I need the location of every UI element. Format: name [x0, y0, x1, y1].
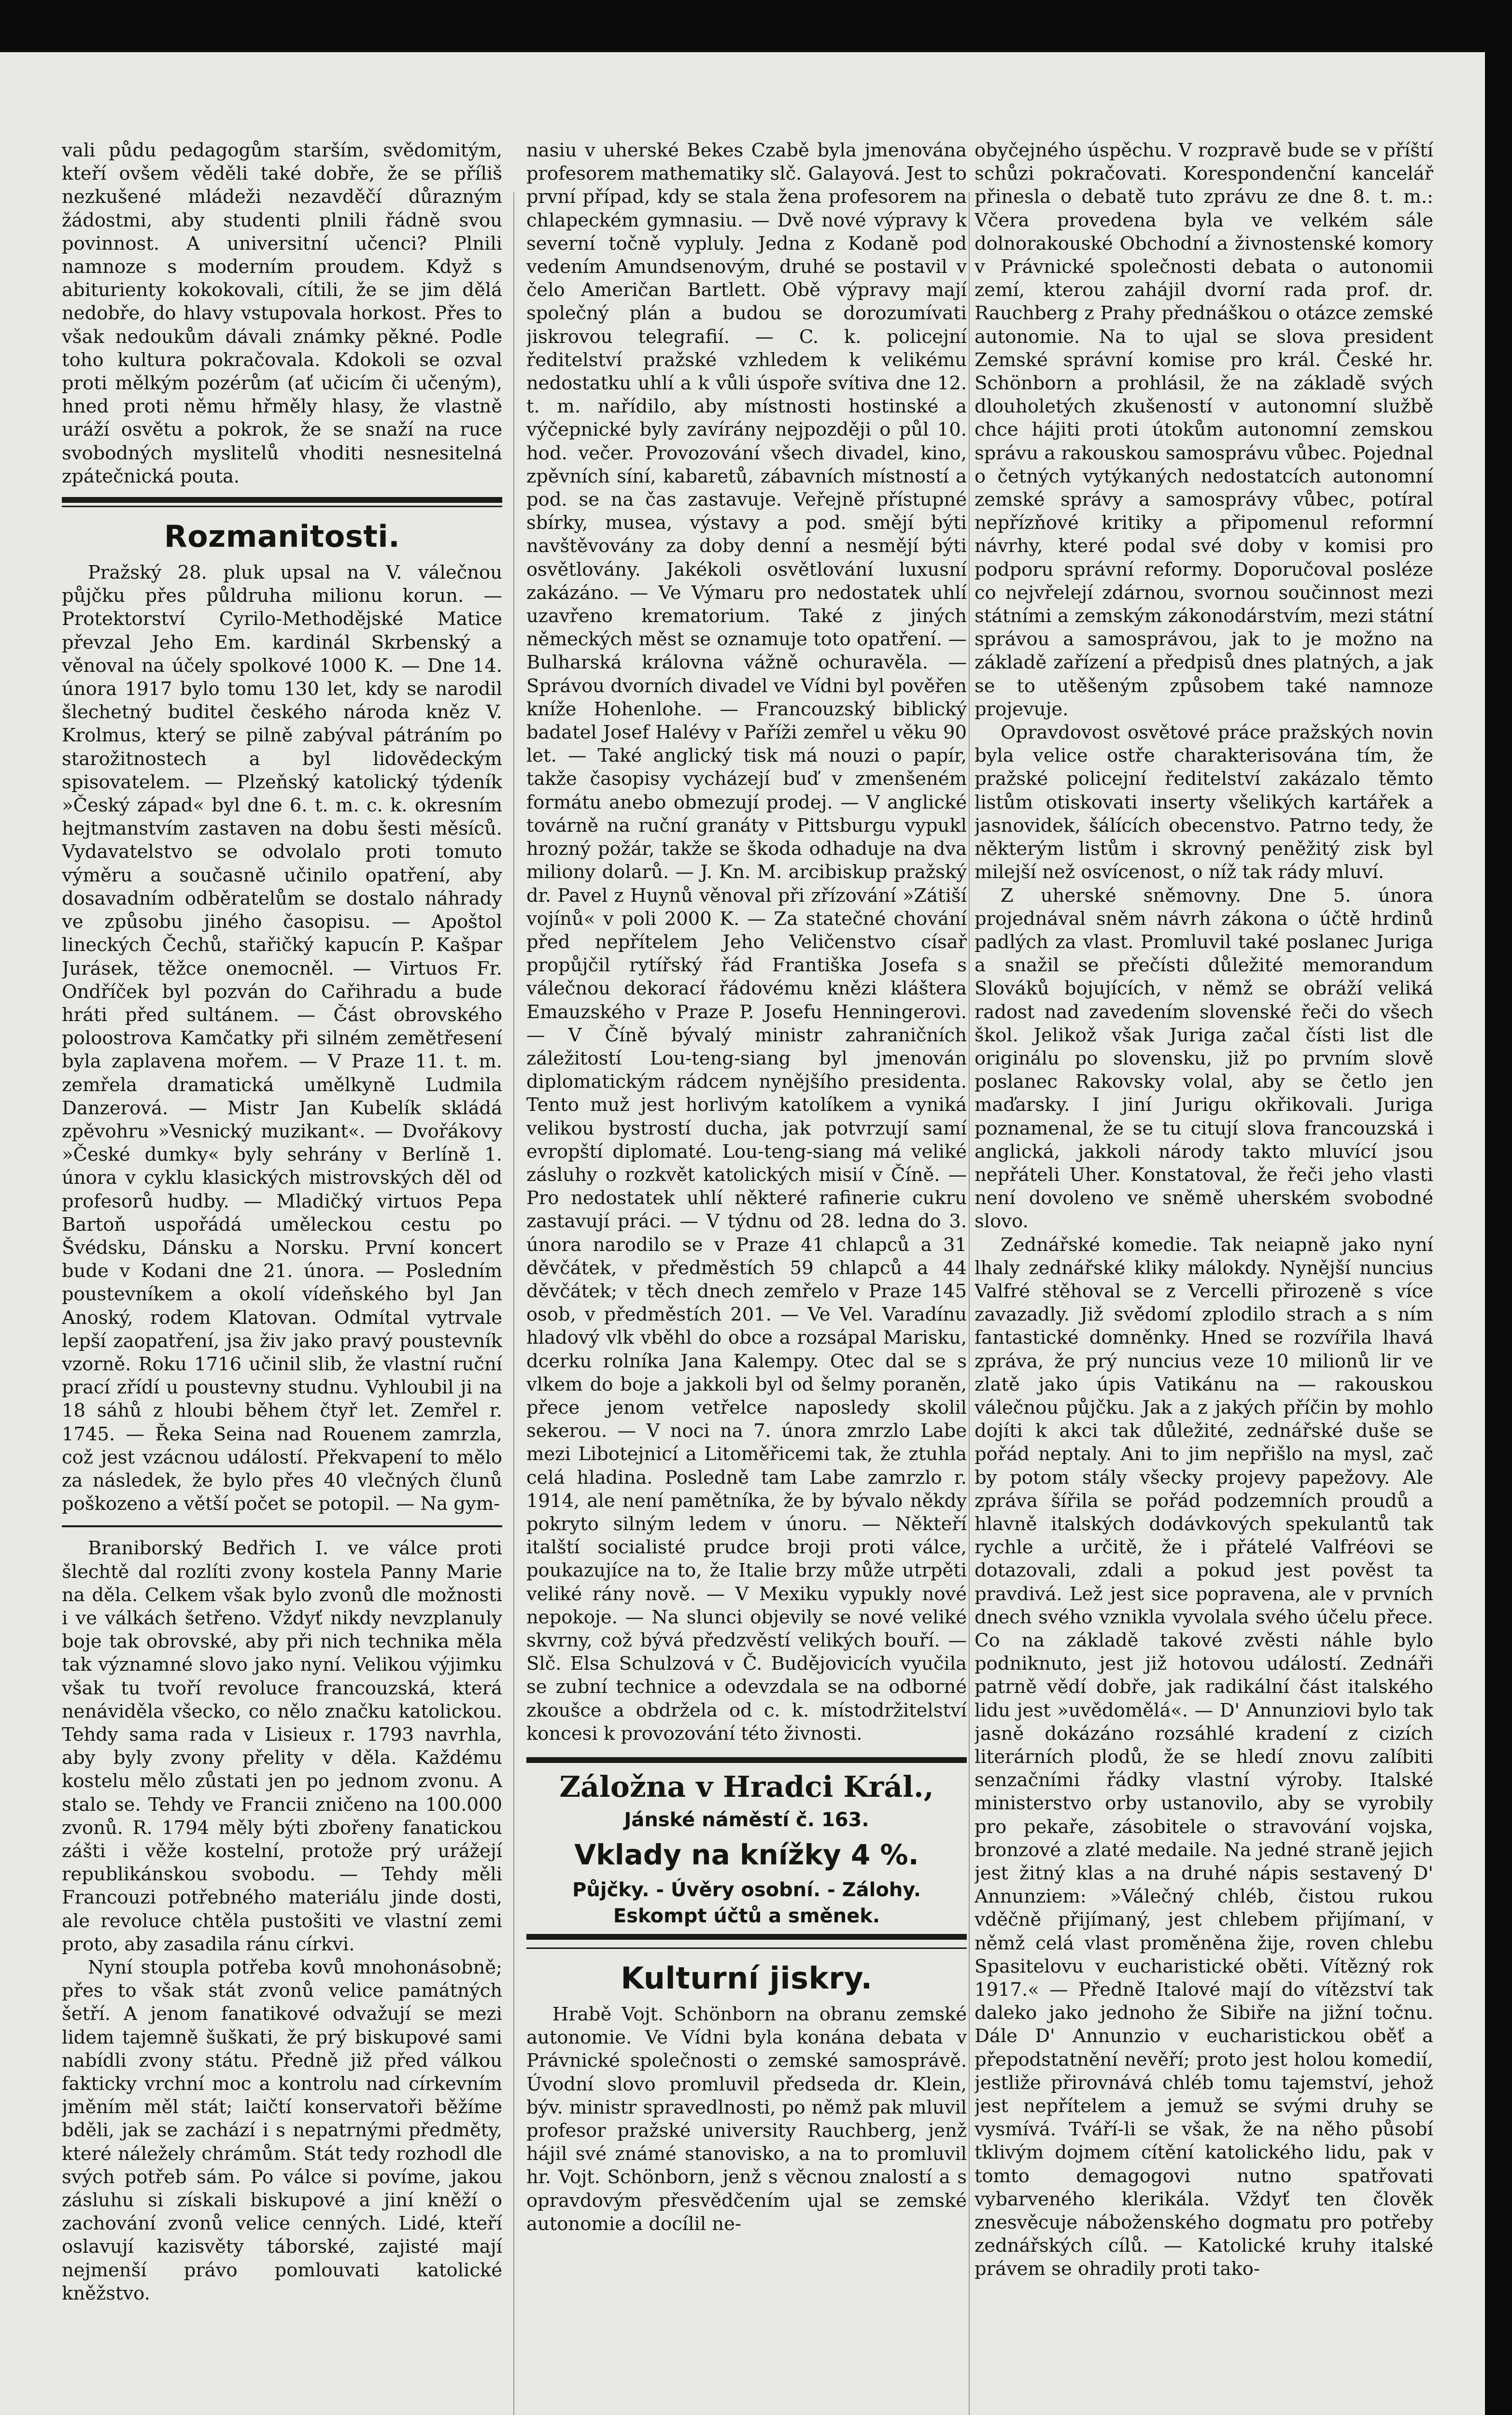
column-3: [975, 139, 1433, 2415]
newspaper-page: [0, 52, 1485, 2415]
ad-headline: Vklady na knížky 4 %.: [574, 1838, 919, 1872]
bank-advertisement: [526, 1757, 967, 1940]
column-2: [526, 139, 967, 2415]
ad-services-2: Eskompt účtů a směnek.: [613, 1905, 880, 1928]
column-rule: [969, 192, 970, 2415]
ad-bank-name: Záložna v Hradci Král.,: [559, 1770, 934, 1804]
section-title-rozmanitosti: Rozmanitosti.: [164, 519, 400, 554]
news-paragraph: nasiu v uherské Bekes Czabě byla jmenována profesorem mathematiky slč. Galayová. Jest to první případ, kdy se stala žena profesorem na chlapeckém gymnasiu. — Dvě nové výpravy k severní točně vypluly. Jedna z Kodaně pod vedením Amundsenovým, druhé se postavil v čelo Američan Bartlett. Obě výpravy mají společný plán a budou se dorozumívati jiskrovou telegrafií. — C. k. policejní ředitelství pražské vzhledem k velikému nedostatku uhlí a k vůli úspoře svítiva dne 12. t. m. nařídilo, aby místnosti hostinské a výčepnické byly zavírány nejpozději o půl 10. hod. večer. Provozování všech divadel, kino, zpěvních síní, kabaretů, zábavních místností a pod. se na čas zastavuje. Veřejně přístupné sbírky, musea, výstavy a pod. smějí býti navštěvovány za doby denní a nesmějí býti osvětlovány. Jakékoli osvětlování luxusní zakázáno. — Ve Výmaru pro nedostatek uhlí uzavřeno krematorium. Také z jiných německých měst se oznamuje toto opatření. — Bulharská královna vážně ochuravěla. — Správou dvorních divadel ve Vídni byl pověřen kníže Hohenlohe. — Francouzský biblický badatel Josef Halévy v Paříži zemřel u věku 90 let. — Také anglický tisk má nouzi o papír, takže časopisy vycházejí buď v zmenšeném formátu anebo obmezují prodej. — V anglické továrně na ruční granáty v Pittsburgu vypukl hrozný požár, takže se škoda odhaduje na dva miliony dolarů. — J. Kn. M. arcibiskup pražský dr. Pavel z Huynů věnoval při zřízování »Zátiší vojínů« v poli 2000 K. — Za statečné chování před nepřítelem Jeho Veličenstvo císař propůjčil rytířský řád Františka Josefa s válečnou dekorací řádovému knězi kláštera Emauzského v Praze P. Josefu Henningerovi. — V Číně bývalý ministr zahraničních záležitostí Lou-teng-siang byl jmenován diplomatickým rádcem nynějšího presidenta. Tento muž jest horlivým katolíkem a vyniká velikou bystrostí ducha, jak potvrzují samí evropští diplomaté. Lou-teng-siang má veliké zásluhy o rozkvět katolických misií v Číně. — Pro nedostatek uhlí některé rafinerie cukru zastavují práci. — V týdnu od 28. ledna do 3. února narodilo se v Praze 41 chlapců a 31 děvčátek, v předměstích 59 chlapců a 44 děvčátek; v těch dnech zemřelo v Praze 145 osob, v předměstích 201. — Ve Vel. Varadínu hladový vlk vběhl do obce a rozsápal Marisku, dcerku rolníka Jana Kalempy. Otec dal se s vlkem do boje a jakkoli byl od šelmy poraněn, přece jenom vetřelce naposledy skolil sekerou. — V noci na 7. února zmrzlo Labe mezi Libotejnicí a Litoměřicemi tak, že ztuhla celá hladina. Posledně tam Labe zamrzlo r. 1914, ale není pamětníka, že by bývalo někdy pokryto silným ledem v únoru. — Někteří italští socialisté prudce broji proti válce, poukazujíce na to, že Italie brzy může utrpěti veliké rány nově. — V Mexiku vypukly nové nepokoje. — Na slunci objevily se nové veliké skvrny, což bývá předzvěstí velikých bouří. — Slč. Elsa Schulzová v Č. Budějovicích vyučila se zubní technice a odevzdala se na odborné zkoušce a obdržela od c. k. místodržitelství koncesi k provozování této živnosti.: [526, 140, 967, 1745]
article-paragraph: Braniborský Bedřich I. ve válce proti šlechtě dal rozlíti zvony kostela Panny Marie na děla. Celkem však bylo zvonů dle možnosti i ve válkách šetřeno. Vždyť nikdy nevzplanuly boje tak obrovské, aby při nich technika měla tak významné slovo jako nyní. Velikou výjimku však tu tvoří revoluce francouzská, která nenáviděla všecko, co nělo značku katolickou. Tehdy sama rada v Lisieux r. 1793 navrhla, aby byly zvony přelity v děla. Každému kostelu mělo zůstati jen po jednom zvonu. A stalo se. Tehdy ve Francii zničeno na 100.000 zvonů. R. 1794 měly býti zbořeny fanatickou zášti i věže kostelní, protože prý urážejí republikánskou svobodu. — Tehdy měli Francouzi potřebného materiálu jinde dosti, ale revoluce chtěla pustošiti ve vlastní zemi proto, aby zasadila ránu církvi.: [62, 1537, 502, 1955]
news-paragraph: Pražský 28. pluk upsal na V. válečnou půjčku přes půldruha milionu korun. — Protektorství Cyrilo-Methodějské Matice převzal Jeho Em. kardinál Skrbenský a věnoval na účely spolkové 1000 K. — Dne 14. února 1917 bylo tomu 130 let, kdy se narodil šlechetný buditel českého národa kněz V. Krolmus, který se pilně zabýval pátráním po starožitnostech a byl lidovědeckým spisovatelem. — Plzeňský katolický týdeník »Český západ« byl dne 6. t. m. c. k. okresním hejtmanstvím zastaven na dobu šesti měsíců. Vydavatelstvo se odvolalo proti tomuto výměru a současně učinilo opatření, aby dosavadním odběratelům se dostalo náhrady ve způsobu jiného časopisu. — Apoštol lineckých Čechů, stařičký kapucín P. Kašpar Jurásek, těžce onemocněl. — Virtuos Fr. Ondříček byl pozván do Cařihradu a bude hráti před sultánem. — Část obrovského poloostrova Kamčatky při silném zemětřesení byla zaplavena mořem. — V Praze 11. t. m. zemřela dramatická umělkyně Ludmila Danzerová. — Mistr Jan Kubelík skládá zpěvohru »Vesnický muzikant«. — Dvořákovy »České dumky« byly sehrány v Berlíně 1. února v cyklu klasických mistrovských děl od profesorů hudby. — Mladičký virtuos Pepa Bartoň uspořádá uměleckou cestu po Švédsku, Dánsku a Norsku. První koncert bude v Kodani dne 21. února. — Posledním poustevníkem a okolí vídeňského byl Jan Anoský, rodem Klatovan. Odmítal vytrvale lepší zaopatření, jsa živ jako pravý poustevník vzorně. Roku 1716 učinil slib, že vlastní ruční prací zřídí u poustevny studnu. Vyhloubil ji na 18 sáhů z hloubi během čtyř let. Zemřel r. 1745. — Řeka Seina nad Rouenem zamrzla, což jest vzácnou událostí. Překvapení to mělo za následek, že bylo přes 40 vlečných člunů poškozeno a větší počet se potopil. — Na gym-: [62, 562, 502, 1515]
section-separator: [62, 497, 502, 503]
column-rule: [513, 192, 514, 2415]
article-paragraph: Z uherské sněmovny. Dne 5. února projednával sněm návrh zákona o účtě hrdinů padlých za vlast. Promluvil také poslanec Juriga a snažil se přečísti důležité memorandum Slováků bojujících, v němž se obráží veliká radost nad zavedením slovenské řeči do všech škol. Jelikož však Juriga začal čísti list dle originálu po slovensku, již po prvním slově poslanec Rakovsky volal, aby se četlo jen maďarsky. I jiní Jurigu okřikovali. Juriga poznamenal, že se tu citují slova francouzská i anglická, jakkoli národy takto mluvící jsou nepřáteli Uher. Konstatoval, že řeči jeho vlasti není dovoleno ve sněmě uherském svobodné slovo.: [975, 884, 1433, 1233]
article-paragraph: Zednářské komedie. Tak neiapně jako nyní lhaly zednářské kliky málokdy. Nynější nuncius Valfré stěhoval se z Vercelli přirozeně s více zavazadly. Již svědomí zplodilo strach a s ním fantastické domněnky. Hned se rozvířila lhavá zpráva, že prý nuncius veze 10 milionů lir ve zlatě jako úpis Vatikánu na — rakouskou válečnou půjčku. Jak a z jakých příčin by mohlo dojíti k akci tak důležité, zednářské duše se pořád neptaly. Ani to jim nepřišlo na mysl, zač by potom stály všecky projevy papežovy. Ale zpráva šířila se pořád podzemních proudů a hlavně italských dodávkových spekulantů tak rychle a určitě, že i přátelé Valfréovi se dotazovali, zdali a pokud jest pověst ta pravdivá. Lež jest sice popravena, ale v prvních dnech svého vznikla vyvolala svého účelu přece. Co na základě takové zvěsti náhle bylo podniknuto, jest již hotovou událostí. Zednáři patrně vědí dobře, jak radikální část italského lidu jest »uvědomělá«. — D' Annunziovi bylo tak jasně dokázáno rozsáhlé kradení z cizích literárních plodů, že se hledí znovu zalíbiti senzačními řádky vlastní výroby. Italské ministerstvo orby ustanovilo, aby se vyrobily pro pekaře, zásobitele o stravování vojska, bronzové a zlaté medaile. Na jedné straně jejich jest žitný klas a na druhé nápis sestavený D' Annunziem: »Válečný chléb, čistou rukou vděčně přijímaný, jest chlebem přijímaní, v němž celá vlast proměněna žije, roven chlebu Spasitelovu v eucharistické oběti. Vítězný rok 1917.« — Předně Italové mají do vítězství tak daleko jako jednoho že Sibiře na jižní točnu. Dále D' Annunzio v eucharistickou oběť a přepodstatnění nevěří; proto jest holou komedií, jestliže přirovnává chléb tomu tajemství, jehož jest nepřítelem a jemuž se svými druhy se vysmívá. Tváří-li se však, že na něho působí tklivým dojmem cítění katolického lidu, pak v tomto demagogovi nutno spatřovati vybarveného klerikála. Vždyť ten člověk znesvěcuje náboženského dogmatu pro potřeby zednářských cílů. — Katolické kruhy italské právem se ohradily proti tako-: [975, 1234, 1433, 2280]
column-1: [62, 139, 502, 2415]
article-paragraph: Nyní stoupla potřeba kovů mnohonásobně; přes to však stát zvonů velice památných šetří. A jenom fanatikové odvažují se mezi lidem tajemně šuškati, že prý biskupové sami nabídli zvony státu. Předně již před válkou fakticky vrchní moc a kontrolu nad církevním jměním měl stát; laičtí konservatoři běžíme bděli, jak se zachází i s nepatrnými předměty, které náležely chrámům. Stát tedy rozhodl dle svých potřeb sám. Po válce si povíme, jakou zásluhu si získali biskupové a jiní kněží o zachování zvonů velice cenných. Lidé, kteří oslavují kazisvěty táborské, zajisté mají nejmenší právo pomlouvati katolické kněžstvo.: [62, 1957, 502, 2304]
article-continuation: vali půdu pedagogům starším, svědomitým, kteří ovšem věděli také dobře, že se příliš nezkušené mládeži nezavděčí důrazným žádostmi, aby studenti plnili řádně svou povinnost. A universitní učenci? Plnili namnoze s moderním proudem. Když s abiturienty kokokovali, cítili, že se jim dělá nedobře, do hlavy vstupovala horkost. Přes to však nedoukům dávali známky pěkné. Podle toho kultura pokračovala. Kdokoli se ozval proti mělkým pozérům (ať učicím či učeným), hned proti němu hřměly hlasy, že vlastně uráží osvětu a pokrok, že se snaží na ruce svobodných myslitelů vhoditi nesnesitelná zpátečnická pouta.: [62, 140, 502, 487]
article-paragraph: Hrabě Vojt. Schönborn na obranu zemské autonomie. Ve Vídni byla konána debata v Právnické společnosti o zemské samosprávě. Úvodní slovo promluvil předseda dr. Klein, býv. ministr spravedlnosti, po němž pak mluvil profesor pražské university Rauchberg, jenž hájil své známé stanovisko, a na to promluvil hr. Vojt. Schönborn, jenž s věcnou znalostí a s opravdovým přesvědčením ujal se zemské autonomie a docílil ne-: [526, 2003, 967, 2235]
ad-address: Jánské náměstí č. 163.: [624, 1809, 869, 1832]
article-continuation: obyčejného úspěchu. V rozpravě bude se v příští schůzi pokračovati. Korespondenční kancelář přinesla o debatě tuto zprávu ze dne 8. t. m.: Včera provedena byla ve velkém sále dolnorakouské Obchodní a živnostenské komory v Právnické společnosti debata o autonomii zemí, kterou zahájil dvorní rada prof. dr. Rauchberg z Prahy přednáškou o otázce zemské autonomie. Na to ujal se slova president Zemské správní komise pro král. České hr. Schönborn a prohlásil, že na základě svých dlouholetých zkušeností v autonomní službě chce hájiti proti útokům autonomní zemskou správu a rakouskou samosprávu vůbec. Pojednal o četných vytýkaných nedostatcích autonomní zemské správy a samosprávy vůbec, potíral nepřízňové kritiky a připomenul reformní návrhy, které podal své doby v komisi pro podporu správní reformy. Doporučoval posléze co nejvřelejí zdárnou, svornou součinnost mezi státními a zemským zákonodárstvím, mezi státní správou a samosprávou, jak to je možno na základě zařízení a předpisů dnes platných, a jak se to utěšeným způsobem také namnoze projevuje.: [975, 140, 1433, 720]
ad-services-1: Půjčky. - Úvěry osobní. - Zálohy.: [572, 1879, 921, 1902]
section-title-kulturni-jiskry: Kulturní jiskry.: [621, 1960, 873, 1996]
section-separator-thin: [62, 506, 502, 507]
article-separator: [62, 1525, 502, 1527]
section-separator-thin: [526, 1947, 967, 1949]
article-paragraph: Opravdovost osvětové práce pražských novin byla velice ostře charakterisována tím, že pražské policejní ředitelství zakázalo těmto listům otiskovati inserty všelikých kartářek a jasnovidek, šálících obecenstvo. Patrno tedy, že některým listům i skrovný peněžitý zisk byl milejší než osvícenost, o níž tak rády mluví.: [975, 722, 1433, 883]
